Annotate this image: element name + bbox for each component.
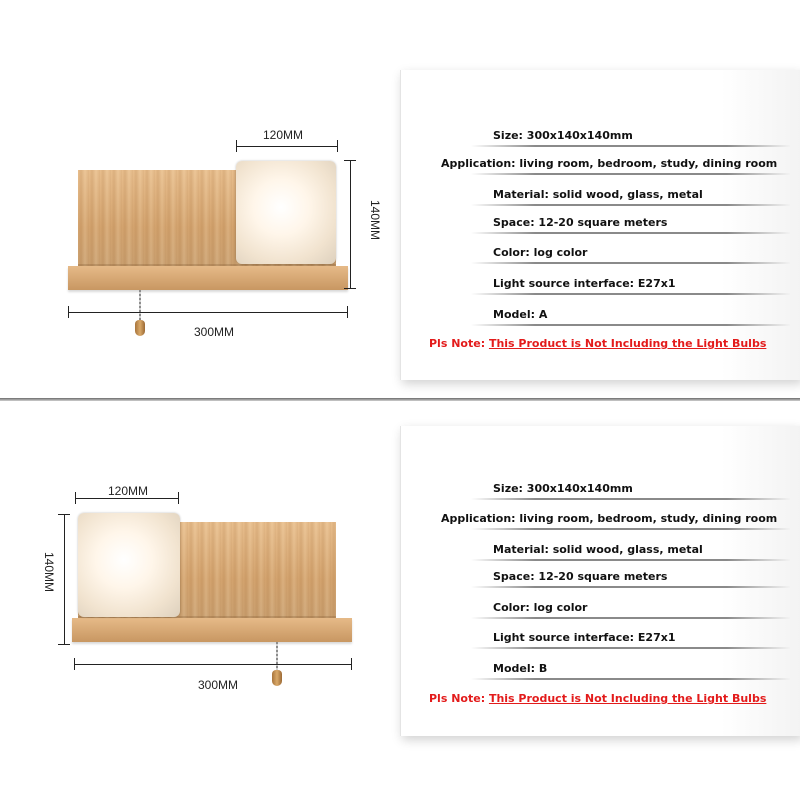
spec-divider <box>471 528 791 530</box>
spec-color: Color: log color <box>493 601 588 614</box>
spec-space: Space: 12-20 square meters <box>493 216 668 229</box>
pull-chain-knob <box>135 320 145 336</box>
note-prefix: Pls Note: <box>429 692 486 705</box>
section-divider <box>0 398 800 401</box>
glass-shade <box>78 513 180 617</box>
spec-divider <box>471 173 791 175</box>
pull-chain <box>276 642 278 672</box>
shade-width-line <box>75 498 179 499</box>
dim-tick <box>75 492 76 504</box>
dim-tick <box>344 160 356 161</box>
shade-width-line <box>236 146 338 147</box>
dim-tick <box>74 658 75 670</box>
bulb-note <box>429 337 766 350</box>
glass-shade <box>236 161 336 264</box>
spec-divider <box>471 559 791 561</box>
note-text: This Product is Not Including the Light Bulbs <box>488 337 767 350</box>
height-line <box>64 514 65 644</box>
dim-tick <box>337 140 338 152</box>
height-line <box>350 160 351 288</box>
spec-model: Model: B <box>493 662 548 675</box>
note-text: This Product is Not Including the Light Bulbs <box>488 692 767 705</box>
spec-material: Material: solid wood, glass, metal <box>493 543 703 556</box>
spec-divider <box>471 586 791 588</box>
dim-tick <box>347 306 348 318</box>
spec-divider <box>471 262 791 264</box>
spec-divider <box>471 678 791 680</box>
shade-width-label: 120MM <box>108 484 149 498</box>
spec-light-source: Light source interface: E27x1 <box>493 277 676 290</box>
spec-divider <box>471 617 791 619</box>
note-prefix: Pls Note: <box>429 337 486 350</box>
dim-tick <box>58 644 70 645</box>
spec-light-source: Light source interface: E27x1 <box>493 631 676 644</box>
spec-material: Material: solid wood, glass, metal <box>493 188 703 201</box>
spec-divider <box>471 232 791 234</box>
wood-shelf <box>68 266 348 290</box>
pull-chain <box>139 290 141 322</box>
height-label: 140MM <box>42 552 56 593</box>
dim-tick <box>351 658 352 670</box>
spec-divider <box>471 324 791 326</box>
spec-color: Color: log color <box>493 246 588 259</box>
total-width-label: 300MM <box>194 325 235 339</box>
height-label: 140MM <box>368 200 382 241</box>
dim-tick <box>236 140 237 152</box>
wood-shelf <box>72 618 352 642</box>
spec-application: Application: living room, bedroom, study, dining room <box>441 512 778 525</box>
dim-tick <box>178 492 179 504</box>
product-variant-b <box>0 404 800 799</box>
product-variant-a <box>0 0 800 395</box>
dim-tick <box>344 288 356 289</box>
shade-width-label: 120MM <box>263 128 304 142</box>
total-width-line <box>68 312 348 313</box>
spec-application: Application: living room, bedroom, study, dining room <box>441 157 778 170</box>
spec-panel-a <box>400 70 800 380</box>
bulb-note <box>429 692 766 705</box>
spec-panel-b <box>400 426 800 736</box>
spec-size: Size: 300x140x140mm <box>493 129 633 142</box>
spec-divider <box>471 498 791 500</box>
dim-tick <box>68 306 69 318</box>
total-width-line <box>74 664 352 665</box>
spec-divider <box>471 647 791 649</box>
spec-divider <box>471 293 791 295</box>
pull-chain-knob <box>272 670 282 686</box>
dim-tick <box>58 514 70 515</box>
spec-divider <box>471 204 791 206</box>
spec-size: Size: 300x140x140mm <box>493 482 633 495</box>
total-width-label: 300MM <box>198 678 239 692</box>
spec-space: Space: 12-20 square meters <box>493 570 668 583</box>
spec-divider <box>471 145 791 147</box>
spec-model: Model: A <box>493 308 548 321</box>
